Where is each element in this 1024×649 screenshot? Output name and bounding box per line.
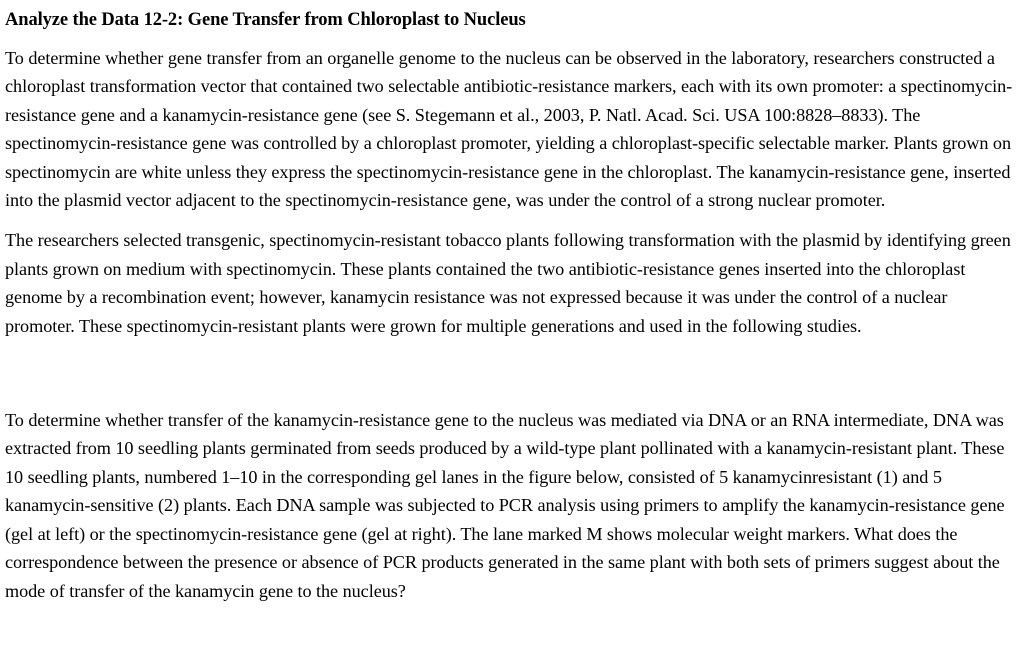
paragraph-selection: The researchers selected transgenic, spectinomycin-resistant tobacco plants following transformation with the plasmid by identifying green plants grown on medium with spectinomycin. These plants contained the two antibiotic-resistance genes inserted into the chloroplast genome by a recombination event; however, kanamycin resistance was not expressed because it was under the control of a nuclear promoter. These spectinomycin-resistant plants were grown for multiple generations and used in the following studies. (5, 230, 1011, 336)
paragraph-question: To determine whether transfer of the kanamycin-resistance gene to the nucleus was mediated via DNA or an RNA intermediate, DNA was extracted from 10 seedling plants germinated from seeds produced by a wild-type plant pollinated with a kanamycin-resistant plant. These 10 seedling plants, numbered 1–10 in the corresponding gel lanes in the figure below, consisted of 5 kanamycinresistant (1) and 5 kanamycin-sensitive (2) plants. Each DNA sample was subjected to PCR analysis using primers to amplify the kanamycin-resistance gene (gel at left) or the spectinomycin-resistance gene (gel at right). The lane marked M shows molecular weight markers. What does the correspondence between the presence or absence of PCR products generated in the same plant with both sets of primers suggest about the mode of transfer of the kanamycin gene to the nucleus? (5, 410, 1005, 601)
paragraph-intro: To determine whether gene transfer from an organelle genome to the nucleus can be observed in the laboratory, researchers constructed a chloroplast transformation vector that contained two selectable antibiotic-resistance markers, each with its own promoter: a spectinomycin-resistance gene and a kanamycin-resistance gene (see S. Stegemann et al., 2003, P. Natl. Acad. Sci. USA 100:8828–8833). The spectinomycin-resistance gene was controlled by a chloroplast promoter, yielding a chloroplast-specific selectable marker. Plants grown on spectinomycin are white unless they express the spectinomycin-resistance gene in the chloroplast. The kanamycin-resistance gene, inserted into the plasmid vector adjacent to the spectinomycin-resistance gene, was under the control of a strong nuclear promoter. (5, 48, 1013, 211)
document-title: Analyze the Data 12-2: Gene Transfer from Chloroplast to Nucleus (5, 10, 526, 30)
